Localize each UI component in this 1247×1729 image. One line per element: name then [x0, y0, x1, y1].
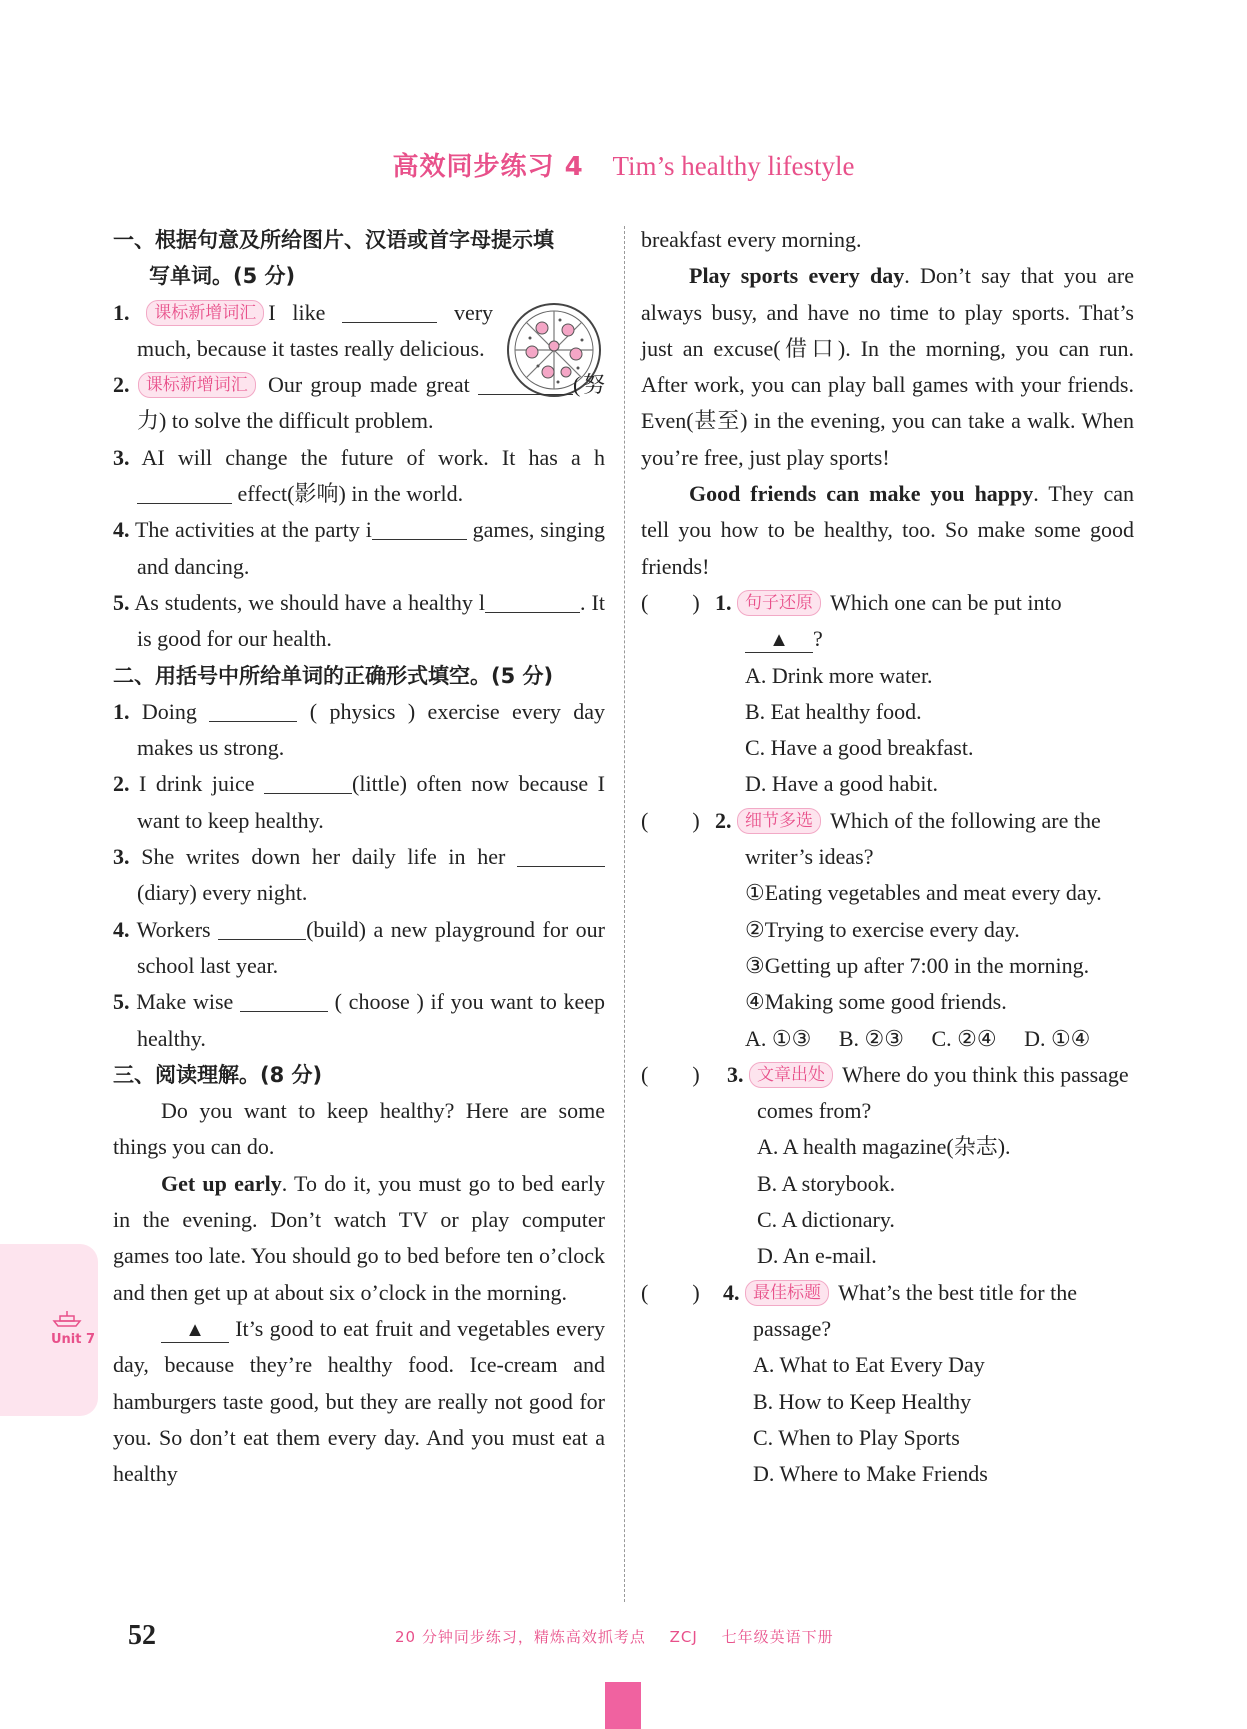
- answer-bracket[interactable]: ( ): [641, 807, 700, 833]
- column-divider: [624, 226, 625, 1602]
- question-4: ( ) 4. 最佳标题 What’s the best title for the passage?: [641, 1275, 1134, 1348]
- answer-blank[interactable]: [218, 917, 306, 940]
- gap-marker: ▲: [745, 628, 813, 653]
- answer-blank[interactable]: [342, 300, 437, 323]
- question-number: 4.: [723, 1279, 740, 1305]
- tag-badge: 课标新增词汇: [146, 300, 264, 326]
- tag-badge: 句子还原: [737, 590, 821, 616]
- section2-heading: 二、用括号中所给单词的正确形式填空。(5 分): [113, 663, 554, 688]
- answer-blank[interactable]: [478, 372, 573, 395]
- s2-item-3: 3. She writes down her daily life in her (diary) every night.: [113, 839, 605, 912]
- s2-item-4: 4. Workers (build) a new playground for our school last year.: [113, 916, 605, 978]
- section3-heading: 三、阅读理解。(8 分): [113, 1062, 323, 1087]
- answer-blank[interactable]: [137, 481, 232, 504]
- s2-item-2: 2. I drink juice (little) often now because I want to keep healthy.: [113, 771, 606, 833]
- s2-item-1: 1. Doing ( physics ) exercise every day makes us strong.: [113, 698, 606, 761]
- s1-item-4: 4. The activities at the party i games, singing and dancing.: [113, 517, 605, 579]
- page-number: 52: [128, 1620, 156, 1651]
- answer-blank[interactable]: [485, 590, 580, 613]
- title-chinese: 高效同步练习 4: [392, 152, 584, 182]
- option[interactable]: C. When to Play Sports: [753, 1424, 960, 1450]
- passage-paragraph-1: Do you want to keep healthy? Here are some things you can do.: [113, 1098, 605, 1160]
- option[interactable]: C. Have a good breakfast.: [745, 735, 974, 761]
- statement: ①Eating vegetables and meat every day.: [745, 880, 1102, 906]
- option[interactable]: D. An e-mail.: [757, 1243, 877, 1269]
- s1-item-3: 3. AI will change the future of work. It has a h effect(影响) in the world.: [113, 444, 605, 507]
- option[interactable]: B. How to Keep Healthy: [753, 1388, 972, 1414]
- option[interactable]: B. Eat healthy food.: [745, 698, 922, 724]
- question-number: 3.: [727, 1061, 744, 1087]
- answer-bracket[interactable]: ( ): [641, 1061, 700, 1087]
- gap-marker[interactable]: ▲: [161, 1318, 229, 1343]
- question-2: ( ) 2. 细节多选 Which of the following are the writer’s ideas?: [641, 803, 1134, 876]
- passage-paragraph-4: Play sports every day. Don’t say that you are always busy, and have no time to play sports. That’s just an excuse(借口). In the morning, you can run. After work, you can play ball games with your friends. Even(甚至) in the evening, you can take a walk. When you’re free, just play sports!: [641, 263, 1134, 470]
- section1-heading: 一、根据句意及所给图片、汉语或首字母提示填 写单词。(5 分): [113, 228, 554, 289]
- question-number: 2.: [715, 807, 732, 833]
- tag-badge: 文章出处: [749, 1062, 833, 1088]
- footer-brand: ZCJ: [669, 1628, 698, 1646]
- footer: [395, 1626, 852, 1647]
- unit-side-tab: [0, 1244, 98, 1416]
- question-3: ( ) 3. 文章出处 Where do you think this passage comes from?: [641, 1057, 1134, 1130]
- tag-badge: 课标新增词汇: [138, 372, 256, 398]
- page-title: [0, 146, 1247, 183]
- option[interactable]: D. Where to Make Friends: [753, 1461, 988, 1487]
- answer-blank[interactable]: [517, 844, 605, 867]
- question-1: ( ) 1. 句子还原 Which one can be put into ▲ ?: [641, 585, 1134, 658]
- options-line[interactable]: A. ①③ B. ②③ C. ②④ D. ①④: [745, 1025, 1091, 1051]
- s1-item-5: 5. As students, we should have a healthy l . It is good for our health.: [113, 589, 605, 652]
- answer-blank[interactable]: [209, 699, 297, 722]
- passage-paragraph-3: ▲ It’s good to eat fruit and vegetables every day, because they’re healthy food. Ice-cream and hamburgers taste good, but they are really not good for you. So don’t eat them every day. And you must eat a healthy: [113, 1315, 606, 1487]
- answer-blank[interactable]: [264, 771, 352, 794]
- answer-bracket[interactable]: ( ): [641, 1279, 700, 1305]
- right-column: [641, 222, 1134, 1492]
- statement: ③Getting up after 7:00 in the morning.: [745, 952, 1090, 978]
- footer-slogan: 20 分钟同步练习，精炼高效抓考点: [395, 1628, 646, 1646]
- passage-paragraph-5: Good friends can make you happy. They can tell you how to be healthy, too. So make some good friends!: [641, 481, 1134, 579]
- left-column: [113, 222, 605, 1492]
- statement: ④Making some good friends.: [745, 989, 1007, 1015]
- option[interactable]: D. Have a good habit.: [745, 771, 939, 797]
- answer-blank[interactable]: [240, 989, 328, 1012]
- passage-paragraph-3-cont: breakfast every morning.: [641, 227, 862, 252]
- passage-paragraph-2: Get up early. To do it, you must go to bed early in the evening. Don’t watch TV or play computer games too late. You should go to bed before ten o’clock and then get up at about six o’clock in the morning.: [113, 1170, 605, 1305]
- title-english: Tim’s healthy lifestyle: [612, 151, 855, 181]
- ship-icon: [52, 1310, 82, 1328]
- statement: ②Trying to exercise every day.: [745, 916, 1020, 942]
- option[interactable]: B. A storybook.: [757, 1170, 896, 1196]
- option[interactable]: A. What to Eat Every Day: [753, 1352, 985, 1378]
- tag-badge: 最佳标题: [745, 1280, 829, 1306]
- footer-book: 七年级英语下册: [721, 1628, 834, 1646]
- unit-label: Unit 7: [50, 1332, 96, 1347]
- option[interactable]: C. A dictionary.: [757, 1207, 895, 1233]
- s1-item-1: 1. 课标新增词汇 I like very much, because it tastes really delicious.: [113, 299, 494, 361]
- tag-badge: 细节多选: [737, 808, 821, 834]
- s2-item-5: 5. Make wise ( choose ) if you want to keep healthy.: [113, 989, 606, 1051]
- answer-bracket[interactable]: ( ): [641, 589, 700, 615]
- bottom-pink-bar: [605, 1682, 641, 1729]
- option[interactable]: A. Drink more water.: [745, 662, 933, 688]
- option[interactable]: A. A health magazine(杂志).: [757, 1134, 1011, 1160]
- question-number: 1.: [715, 589, 732, 615]
- s1-item-2: 2. 课标新增词汇 Our group made great (努力) to solve the difficult problem.: [113, 372, 606, 434]
- answer-blank[interactable]: [372, 517, 467, 540]
